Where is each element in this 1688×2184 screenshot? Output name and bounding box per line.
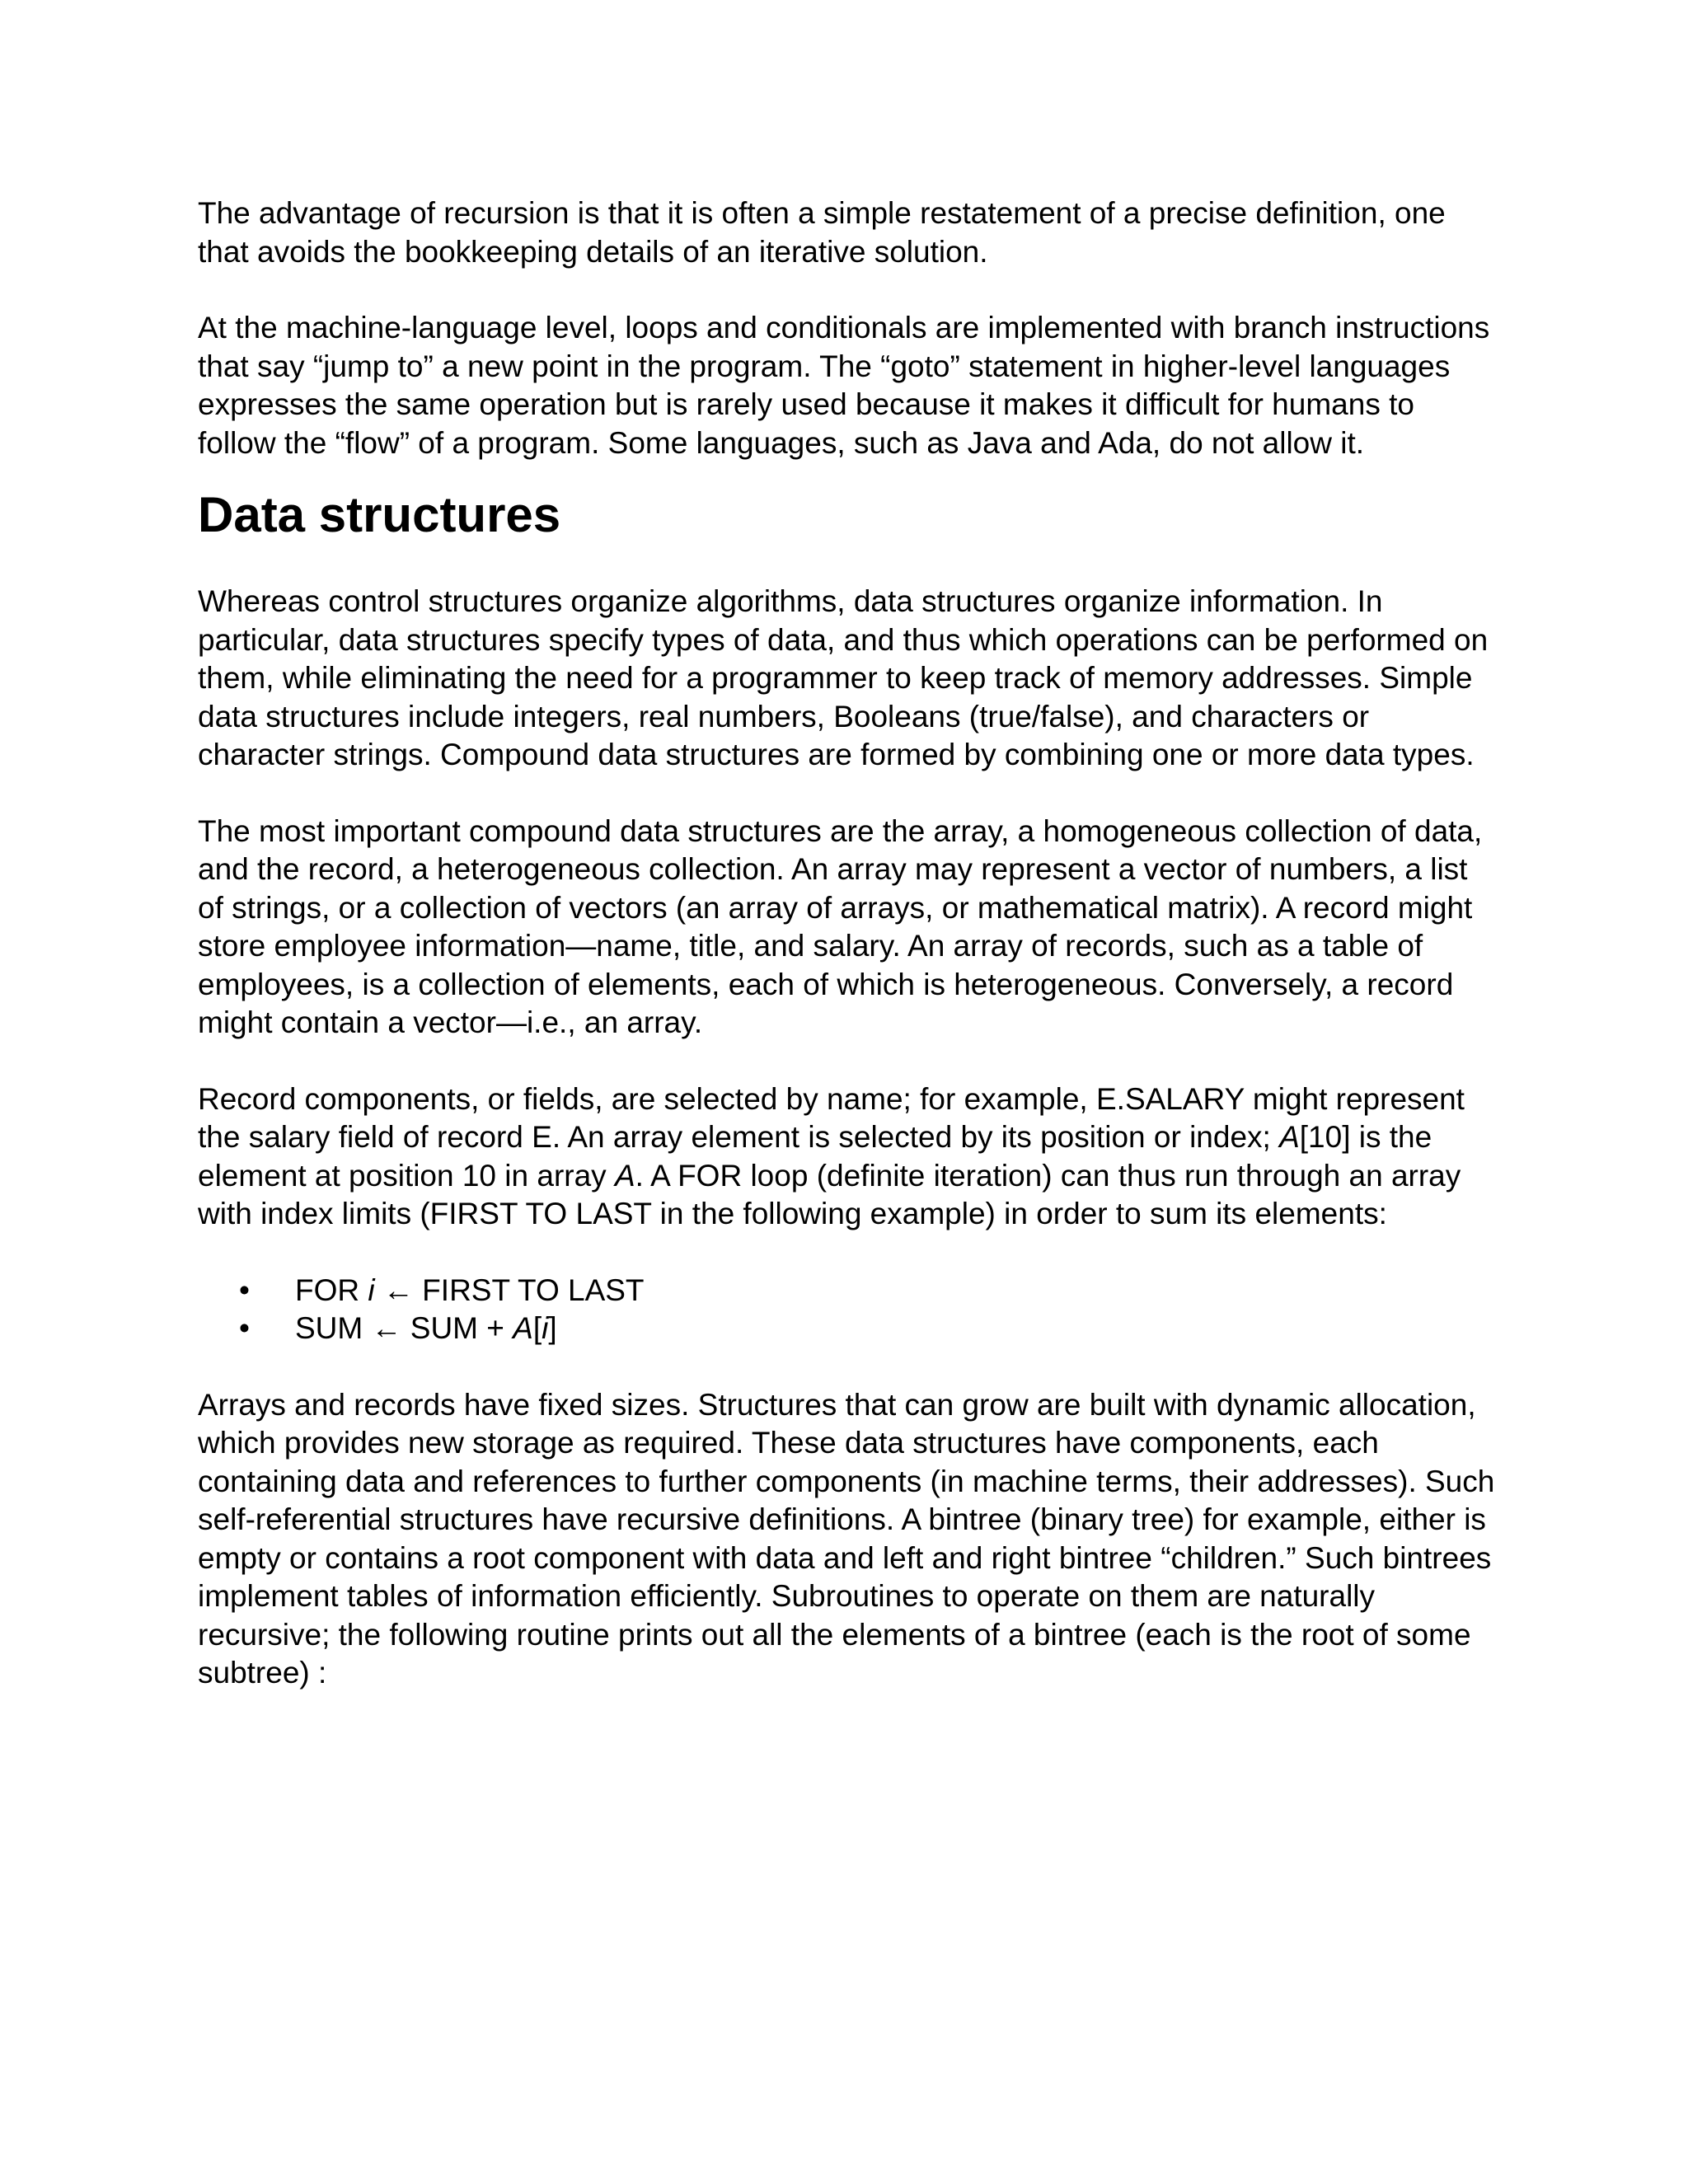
paragraph-dynamic-allocation: Arrays and records have fixed sizes. Structures that can grow are built with dynamic allocation, which provides new storage as required. These data structures have components, each containing data and references to further components (in machine terms, their addresses). Such self-referential structures have recursive definitions. A bintree (binary tree) for example, either is empty or contains a root component with data and left and right bintree “children.” Such bintrees implement tables of information efficiently. Subroutines to operate on them are naturally recursive; the following routine prints out all the elements of a bintree (each is the root of some subtree) :	[198, 1387, 1495, 1690]
paragraph-recursion-advantage: The advantage of recursion is that it is often a simple restatement of a precise definition, one that avoids the bookkeeping details of an iterative solution.	[198, 196, 1446, 269]
italic-array-name: A	[513, 1311, 533, 1345]
list-item	[198, 1272, 1500, 1310]
italic-index-variable: i	[542, 1311, 549, 1345]
paragraph-compound-structures: The most important compound data structures are the array, a homogeneous collection of data, and the record, a heterogeneous collection. An array may represent a vector of numbers, a list of strings, or a collection of vectors (an array of arrays, or mathematical matrix). A record might store employee information—name, title, and salary. An array of records, such as a table of employees, is a collection of elements, each of which is heterogeneous. Conversely, a record might contain a vector—i.e., an array.	[198, 813, 1483, 1039]
document-page	[198, 194, 1500, 1693]
bullet-icon: •	[239, 1311, 250, 1345]
text-run: ← FIRST TO LAST	[374, 1272, 645, 1307]
list-item	[198, 1310, 1500, 1348]
paragraph-machine-language: At the machine-language level, loops and conditionals are implemented with branch instructions that say “jump to” a new point in the program. The “goto” statement in higher-level languages expresses the same operation but is rarely used because it makes it difficult for humans to follow the “flow” of a program. Some languages, such as Java and Ada, do not allow it.	[198, 311, 1490, 460]
text-run: [	[532, 1311, 542, 1345]
text-run: SUM ← SUM +	[295, 1311, 513, 1345]
text-run: FOR	[295, 1272, 368, 1307]
text-run: . A FOR loop (definite iteration) can thus run through an array with index limits (FIRST TO LAST in the following example) in order to sum its elements:	[198, 1158, 1461, 1230]
text-run: ]	[548, 1311, 557, 1345]
paragraph-record-components	[198, 1080, 1500, 1234]
bullet-icon: •	[239, 1272, 250, 1307]
paragraph-data-structures-intro: Whereas control structures organize algorithms, data structures organize information. In particular, data structures specify types of data, and thus which operations can be performed on them, while eliminating the need for a programmer to keep track of memory addresses. Simple data structures include integers, real numbers, Booleans (true/false), and characters or character strings. Compound data structures are formed by combining one or more data types.	[198, 584, 1489, 771]
text-run: [10] is the element at position 10 in array	[198, 1120, 1432, 1193]
text-run: Record components, or fields, are selected by name; for example, E.SALARY might represent the salary field of record E. An array element is selected by its position or index;	[198, 1081, 1465, 1154]
italic-array-name: A	[1279, 1120, 1300, 1154]
italic-index-variable: i	[368, 1272, 375, 1307]
section-heading-data-structures: Data structures	[198, 487, 561, 542]
italic-array-name: A	[614, 1158, 635, 1193]
code-bullet-list	[198, 1272, 1500, 1348]
